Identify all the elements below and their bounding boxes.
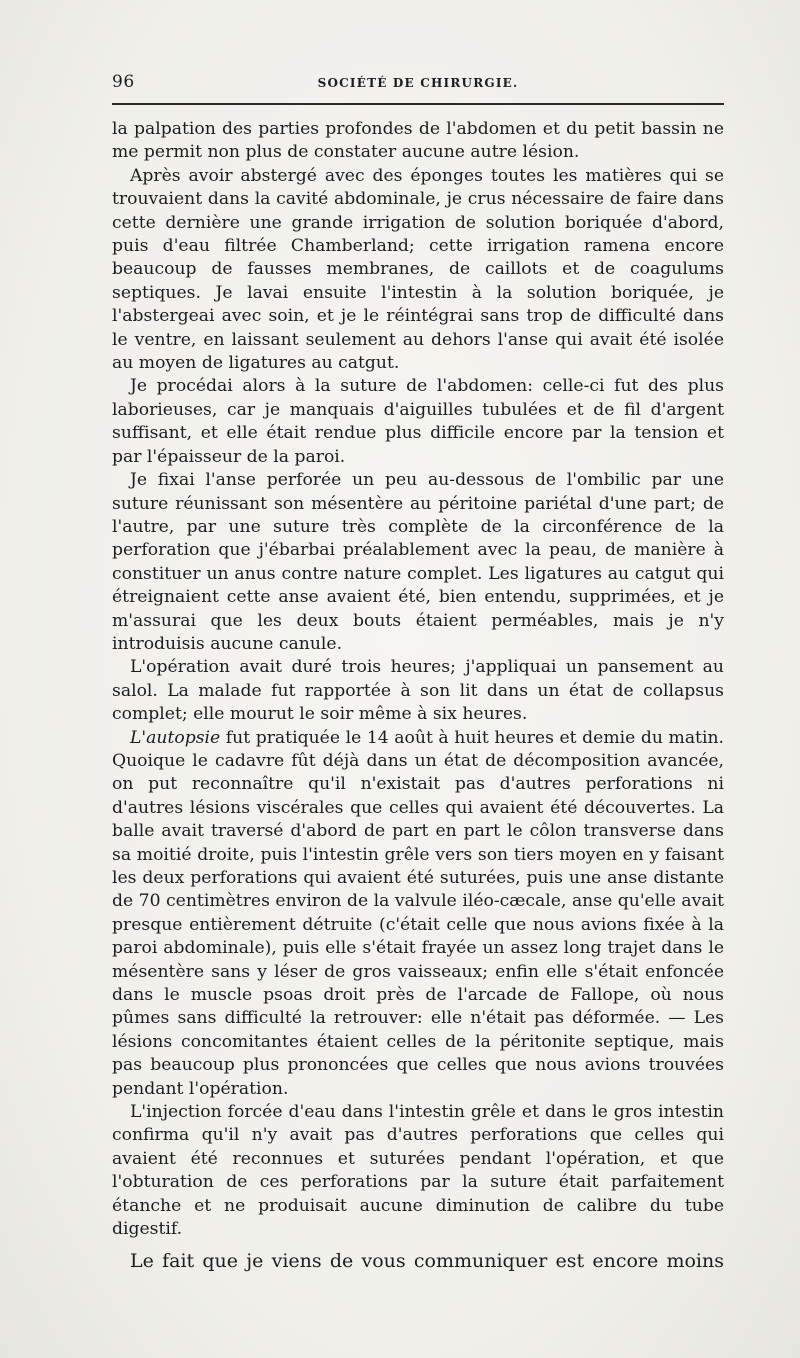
paragraph: la palpation des parties profondes de l'abdomen et du petit bassin ne me permit non plus de constater aucune autre lésion. [112, 119, 724, 163]
paragraph-rest: fut pratiquée le 14 août à huit heures et demie du matin. Quoique le cadavre fût déjà dans un état de décomposition avancée, on put reconnaître qu'il n'existait pas d'autres perforations ni d'autres lésions viscérales que celles qui avaient été découvertes. La balle avait traversé d'abord de part en part le côlon transverse dans sa moitié droite, puis l'intestin grêle vers son tiers moyen en y faisant les deux perforations qui avaient été suturées, puis une anse distante de 70 centimètres environ de la valvule iléo-cæcale, anse qu'elle avait presque entièrement détruite (c'était celle que nous avions fixée à la paroi abdominale), puis elle s'était frayée un assez long trajet dans le mésentère sans y léser de gros vaisseaux; enfin elle s'était enfoncée dans le muscle psoas droit près de l'arcade de Fallope, où nous pûmes sans difficulté la retrouver: elle n'était pas déformée. — Les lésions concomitantes étaient celles de la péritonite septique, mais pas beaucoup plus prononcées que celles que nous avions trouvées pendant l'opération. [112, 727, 724, 1099]
italic-lead: L'autopsie [130, 727, 221, 748]
paragraph-autopsie [112, 727, 724, 1102]
page-number: 96 [112, 72, 135, 92]
paragraph: L'opération avait duré trois heures; j'appliquai un pansement au salol. La malade fut rapportée à son lit dans un état de collapsus complet; elle mourut le soir même à six heures. [112, 657, 724, 725]
running-title: SOCIÉTÉ DE CHIRURGIE. [317, 76, 519, 90]
paragraph: Je procédai alors à la suture de l'abdomen: celle-ci fut des plus laborieuses, car je manquais d'aiguilles tubulées et de fil d'argent suffisant, et elle était rendue plus difficile encore par la tension et par l'épaisseur de la paroi. [112, 376, 724, 467]
paragraph: L'injection forcée d'eau dans l'intestin grêle et dans le gros intestin confirma qu'il n'y avait pas d'autres perforations que celles qui avaient été reconnues et suturées pendant l'opération, et que l'obturation de ces perforations par la suture était parfaitement étanche et ne produisait aucune diminution de calibre du tube digestif. [112, 1102, 724, 1240]
page-header [112, 72, 724, 98]
body-text [112, 118, 724, 1274]
paragraph: Après avoir abstergé avec des éponges toutes les matières qui se trouvaient dans la cavité abdominale, je crus nécessaire de faire dans cette dernière une grande irrigation de solution boriquée d'abord, puis d'eau filtrée Chamberland; cette irrigation ramena encore beaucoup de fausses membranes, de caillots et de coagulums septiques. Je lavai ensuite l'intestin à la solution boriquée, je l'abstergeai avec soin, et je le réintégrai sans trop de difficulté dans le ventre, en laissant seulement au dehors l'anse qui avait été isolée au moyen de ligatures au catgut. [112, 165, 724, 374]
paragraph: Je fixai l'anse perforée un peu au-dessous de l'ombilic par une suture réunissant son mésentère au péritoine pariétal d'une part; de l'autre, par une suture très complète de la circonférence de la perforation que j'ébarbai préalablement avec la peau, de manière à constituer un anus contre nature complet. Les ligatures au catgut qui étreignaient cette anse avaient été, bien entendu, supprimées, et je m'assurai que les deux bouts étaient perméables, mais je n'y introduisis aucune canule. [112, 470, 724, 654]
header-rule [112, 103, 724, 105]
paragraph-final: Le fait que je viens de vous communiquer est encore moins [130, 1249, 724, 1272]
